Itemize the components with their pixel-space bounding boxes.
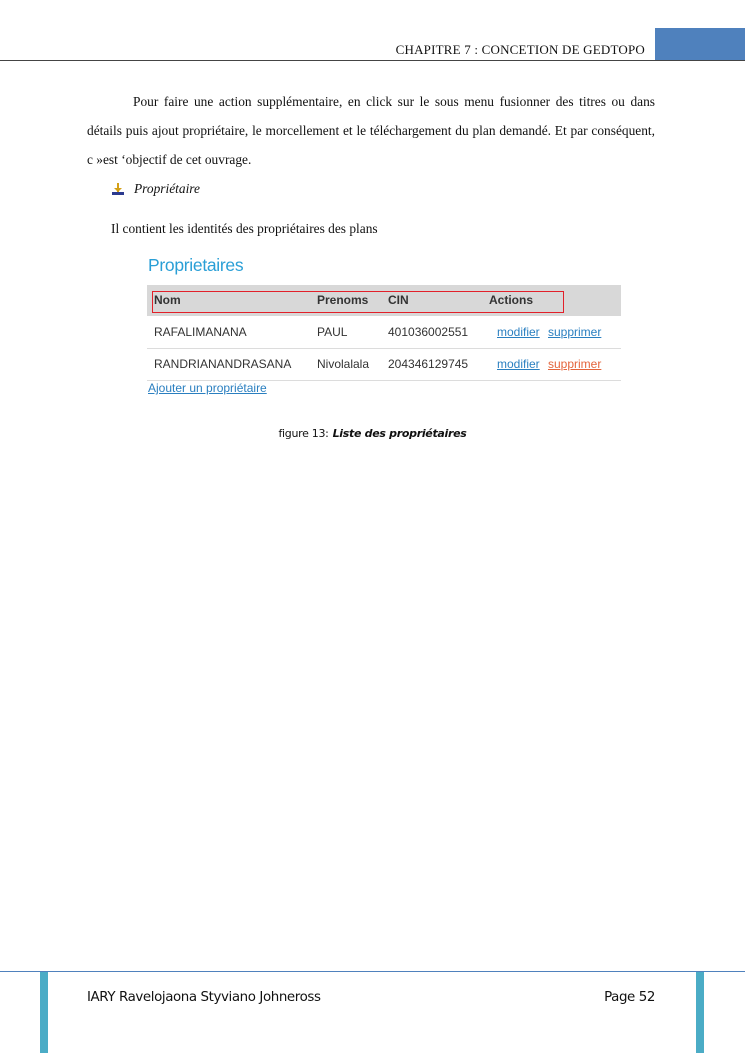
- arrow-down-bullet-icon: [111, 182, 125, 196]
- supprimer-link[interactable]: supprimer: [548, 325, 602, 339]
- footer-right-bar: [696, 972, 704, 1053]
- column-header-cin: CIN: [388, 293, 409, 307]
- column-header-nom: Nom: [154, 293, 181, 307]
- footer-author: IARY Ravelojaona Styviano Johneross: [87, 990, 321, 1005]
- owners-screenshot: [147, 250, 622, 400]
- row-divider: [147, 348, 621, 349]
- modifier-link[interactable]: modifier: [497, 357, 540, 371]
- column-header-actions: Actions: [489, 293, 534, 307]
- footer-left-bar: [40, 972, 48, 1053]
- cell-prenoms: Nivolalala: [317, 357, 370, 371]
- cell-prenoms: PAUL: [317, 325, 348, 339]
- cell-nom: RANDRIANANDRASANA: [154, 357, 292, 371]
- caption-title: Liste des propriétaires: [332, 427, 467, 440]
- figure-caption: [0, 427, 745, 440]
- header-accent-box: [655, 28, 745, 60]
- footer-divider: [0, 971, 745, 972]
- page-number: Page 52: [604, 990, 655, 1005]
- caption-label: figure 13:: [278, 427, 329, 440]
- modifier-link[interactable]: modifier: [497, 325, 540, 339]
- supprimer-link[interactable]: supprimer: [548, 357, 602, 371]
- cell-nom: RAFALIMANANA: [154, 325, 247, 339]
- paragraph-text: Pour faire une action supplémentaire, en click sur le sous menu fusionner des titres ou dans détails puis ajout propriétaire, le morcellement et le téléchargement du plan demandé. Et par conséquent, c »est ‘objectif de cet ouvrage.: [87, 94, 655, 167]
- intro-text: Il contient les identités des propriétaires des plans: [111, 221, 378, 236]
- body-paragraph: [87, 87, 655, 174]
- column-header-prenoms: Prenoms: [317, 293, 369, 307]
- bullet-label: Propriétaire: [134, 181, 200, 196]
- cell-cin: 401036002551: [388, 325, 469, 339]
- chapter-title: CHAPITRE 7 : CONCETION DE GEDTOPO: [395, 42, 645, 57]
- owners-title: Proprietaires: [148, 255, 244, 275]
- bullet-item: [111, 180, 200, 198]
- header-divider: [0, 60, 745, 61]
- add-owner-link[interactable]: Ajouter un propriétaire: [148, 381, 267, 395]
- cell-cin: 204346129745: [388, 357, 469, 371]
